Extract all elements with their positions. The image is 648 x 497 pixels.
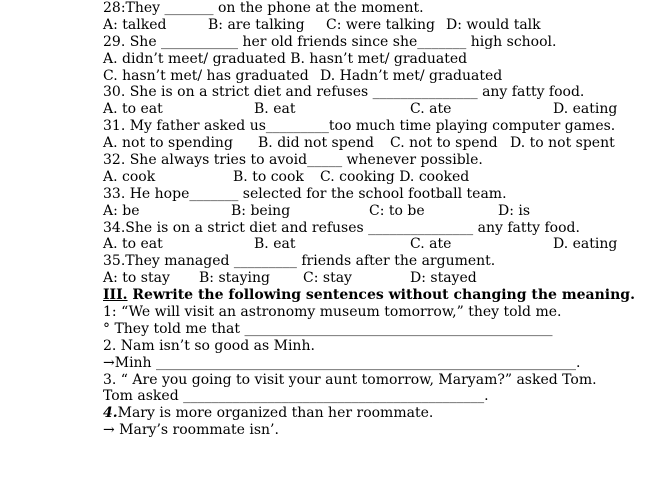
question-32-stem: 32. She always tries to avoid_____ whenever possible.	[103, 152, 483, 169]
option-c: C. ate	[410, 101, 452, 118]
rewrite-2-answer-line: →Minh ____________________________________________________________.	[103, 354, 581, 371]
option-d: D. Hadn’t met/ graduated	[320, 67, 503, 84]
question-33-options	[103, 203, 643, 220]
option-a: A: talked	[103, 16, 167, 33]
option-a: A. to eat	[103, 236, 163, 253]
rewrite-3-prompt: 3. “ Are you going to visit your aunt tomorrow, Maryam?” asked Tom.	[103, 371, 597, 388]
option-b: B. did not spend	[258, 135, 374, 152]
option-d: D: would talk	[446, 16, 541, 33]
rewrite-4-text: Mary is more organized than her roommate.	[117, 405, 434, 422]
section-3-numeral: III.	[103, 287, 128, 304]
question-29-options-ab: A. didn’t meet/ graduated B. hasn’t met/ graduated	[103, 50, 468, 67]
option-b: B. eat	[254, 236, 296, 253]
option-d: D. eating	[553, 101, 618, 118]
option-d: D: stayed	[410, 270, 477, 287]
rewrite-4-number: 4.	[103, 405, 118, 422]
question-31-options	[103, 135, 643, 152]
option-b: B: are talking	[208, 16, 305, 33]
option-b: B. eat	[254, 101, 296, 118]
option-cd: C. cooking D. cooked	[320, 168, 470, 185]
option-c: C: were talking	[326, 16, 435, 33]
option-d: D. eating	[553, 236, 618, 253]
question-28-options	[103, 17, 643, 34]
worksheet	[103, 0, 643, 439]
rewrite-1-prompt: 1: “We will visit an astronomy museum tomorrow,” they told me.	[103, 304, 562, 321]
option-c: C. hasn’t met/ has graduated	[103, 67, 309, 84]
option-a: A. to eat	[103, 101, 163, 118]
rewrite-2-prompt: 2. Nam isn’t so good as Minh.	[103, 337, 315, 354]
question-29-stem: 29. She ___________ her old friends since she_______ high school.	[103, 33, 557, 50]
option-c: C: stay	[303, 270, 352, 287]
option-a: A: to stay	[103, 270, 170, 287]
option-d: D: is	[498, 202, 531, 219]
option-c: C: to be	[369, 202, 425, 219]
rewrite-4-answer-line: → Mary’s roommate isn’.	[103, 422, 279, 439]
question-33-stem: 33. He hope_______ selected for the school football team.	[103, 185, 507, 202]
question-30-options	[103, 101, 643, 118]
section-3-heading	[103, 287, 643, 304]
question-30-stem: 30. She is on a strict diet and refuses _______________ any fatty food.	[103, 84, 585, 101]
question-34-stem: 34.She is on a strict diet and refuses _______________ any fatty food.	[103, 219, 580, 236]
option-d: D. to not spent	[510, 135, 615, 152]
option-c: C. not to spend	[390, 135, 498, 152]
option-c: C. ate	[410, 236, 452, 253]
option-b: B. to cook	[233, 168, 304, 185]
rewrite-1-answer-line: ° They told me that ____________________________________________	[103, 320, 553, 337]
option-a: A: be	[103, 202, 140, 219]
option-a: A. cook	[103, 168, 156, 185]
question-35-stem: 35.They managed _________ friends after the argument.	[103, 253, 496, 270]
option-a: A. not to spending	[103, 135, 233, 152]
question-29-options-cd	[103, 68, 643, 85]
rewrite-3-answer-line: Tom asked ___________________________________________.	[103, 388, 489, 405]
question-32-options	[103, 169, 643, 186]
question-31-stem: 31. My father asked us_________too much time playing computer games.	[103, 118, 616, 135]
rewrite-4-prompt	[103, 405, 643, 422]
section-3-title: Rewrite the following sentences without changing the meaning.	[127, 287, 635, 304]
option-b: B: being	[231, 202, 291, 219]
question-35-options	[103, 270, 643, 287]
question-34-options	[103, 236, 643, 253]
option-b: B: staying	[199, 270, 270, 287]
question-28-stem: 28:They _______ on the phone at the moment.	[103, 0, 424, 16]
